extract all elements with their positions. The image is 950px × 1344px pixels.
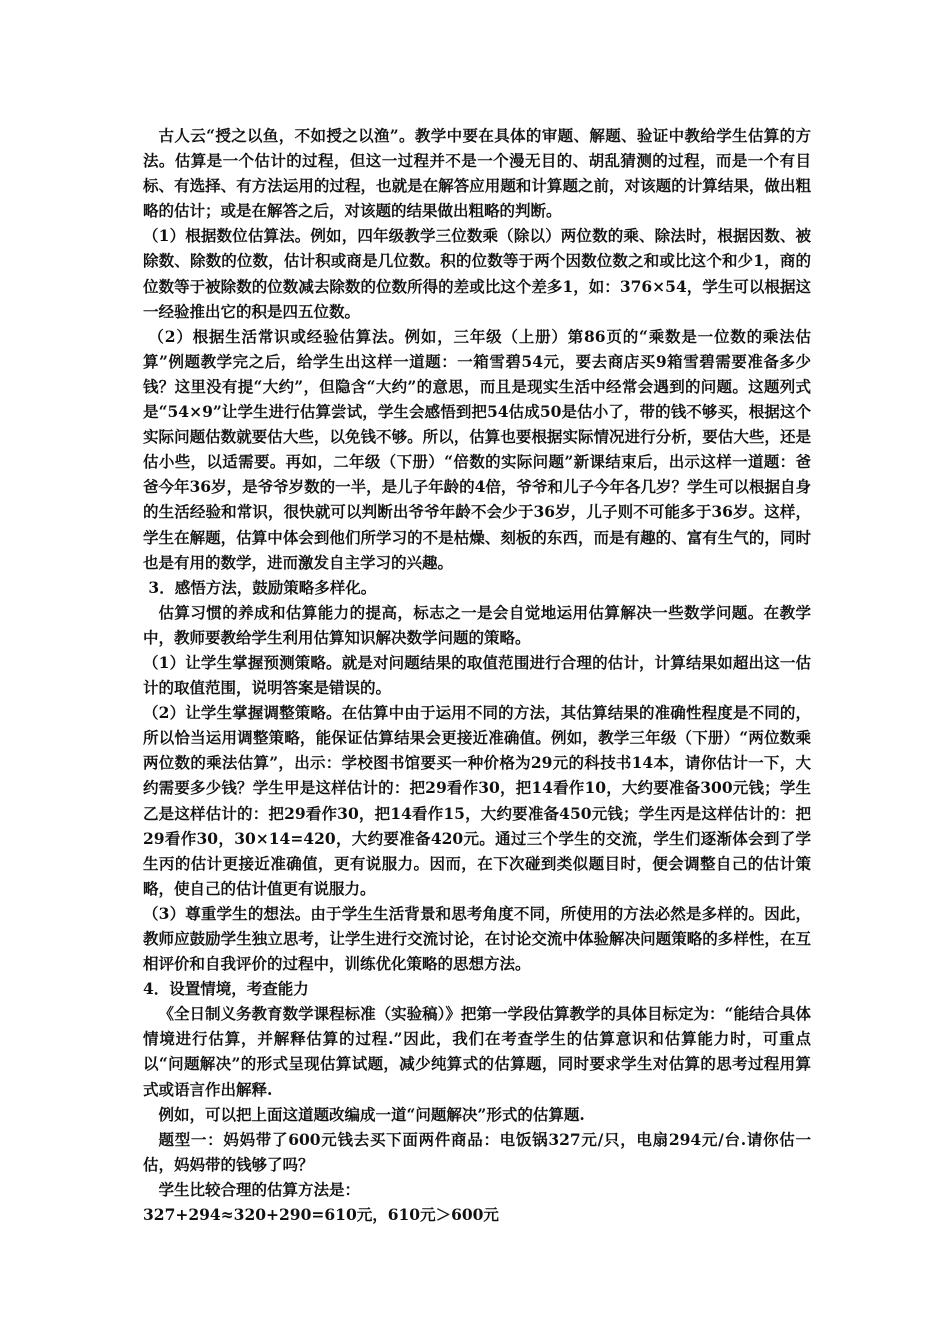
document-body [143,123,811,1227]
paragraph-formula: 327+294≈320+290=610元，610元＞600元 [143,1205,499,1225]
paragraph-method-intro: 学生比较合理的估算方法是： [158,1179,361,1199]
paragraph-estimation-habit: 估算习惯的养成和估算能力的提高，标志之一是会自觉地运用估算解决一些数学问题。在教学中，教师要教给学生利用估算知识解决数学问题的策略。 [143,602,811,647]
paragraph-example-intro: 例如，可以把上面这道题改编成一道“问题解决”形式的估算题. [158,1104,585,1124]
paragraph-curriculum-standard: 《全日制义务教育数学课程标准（实验稿）》把第一学段估算教学的具体目标定为：“能结合具体情境进行估算，并解释估算的过程.”因此，我们在考查学生的估算意识和估算能力时，可重点以“问题解决”的形式呈现估算试题，减少纯算式的估算题，同时要求学生对估算的思考过程用算式或语言作出解释. [143,1004,811,1099]
paragraph-digit-estimation: （1）根据数位估算法。例如，四年级教学三位数乘（除以）两位数的乘、除法时，根据因数、被除数、除数的位数，估计积或商是几位数。积的位数等于两个因数位数之和或比这个和少1，商的位数等于被除数的位数减去除数的位数所得的差或比这个差多1，如：376×54，学生可以根据这一经验推出它的积是四五位数。 [143,226,811,321]
paragraph-adjustment-strategy: （2）让学生掌握调整策略。在估算中由于运用不同的方法，其估算结果的准确性程度是不同的，所以恰当运用调整策略，能保证估算结果会更接近准确值。例如，教学三年级（下册）“两位数乘两位数的乘法估算”，出示：学校图书馆要买一种价格为29元的科技书14本，请你估计一下，大约需要多少钱？学生甲是这样估计的：把29看作30，把14看作10，大约要准备300元钱；学生乙是这样估计的：把29看作30，把14看作15，大约要准备450元钱；学生丙是这样估计的：把29看作30，30×14=420，大约要准备420元。通过三个学生的交流，学生们逐渐体会到了学生丙的估计更接近准确值，更有说服力。因而，在下次碰到类似题目时，便会调整自己的估计策略，使自己的估计值更有说服力。 [143,703,811,898]
paragraph-question-type-one: 题型一：妈妈带了600元钱去买下面两件商品：电饭锅327元/只，电扇294元/台.请你估一估，妈妈带的钱够了吗？ [143,1129,811,1174]
section-heading-3: 3．感悟方法，鼓励策略多样化。 [148,577,377,597]
paragraph-intro: 古人云“授之以鱼，不如授之以渔”。教学中要在具体的审题、解题、验证中教给学生估算的方法。估算是一个估计的过程，但这一过程并不是一个漫无目的、胡乱猜测的过程，而是一个有目标、有选择、有方法运用的过程，也就是在解答应用题和计算题之前，对该题的计算结果，做出粗略的估计；或是在解答之后，对该题的结果做出粗略的判断。 [143,126,811,221]
paragraph-respect-ideas: （3）尊重学生的想法。由于学生生活背景和思考角度不同，所使用的方法必然是多样的。因此，教师应鼓励学生独立思考，让学生进行交流讨论，在讨论交流中体验解决问题策略的多样性，在互相评价和自我评价的过程中，训练优化策略的思想方法。 [143,903,811,974]
section-heading-4: 4．设置情境，考查能力 [143,979,309,999]
paragraph-life-experience: （2）根据生活常识或经验估算法。例如，三年级（上册）第86页的“乘数是一位数的乘法估算”例题教学完之后，给学生出这样一道题：一箱雪碧54元，要去商店买9箱雪碧需要准备多少钱？这里没有提“大约”，但隐含“大约”的意思，而且是现实生活中经常会遇到的问题。这题列式是“54×9”让学生进行估算尝试，学生会感悟到把54估成50是估小了，带的钱不够买，根据这个实际问题估数就要估大些，以免钱不够。所以，估算也要根据实际情况进行分析，要估大些，还是估小些，以适需要。再如，二年级（下册）“倍数的实际问题”新课结束后，出示这样一道题：爸爸今年36岁，是爷爷岁数的一半，是儿子年龄的4倍，爷爷和儿子今年各几岁？学生可以根据自身的生活经验和常识，很快就可以判断出爷爷年龄不会少于36岁，儿子则不可能多于36岁。这样，学生在解题，估算中体会到他们所学习的不是枯燥、刻板的东西，而是有趣的、富有生气的，同时也是有用的数学，进而激发自主学习的兴趣。 [143,326,811,572]
paragraph-prediction-strategy: （1）让学生掌握预测策略。就是对问题结果的取值范围进行合理的估计，计算结果如超出这一估计的取值范围，说明答案是错误的。 [143,652,811,698]
